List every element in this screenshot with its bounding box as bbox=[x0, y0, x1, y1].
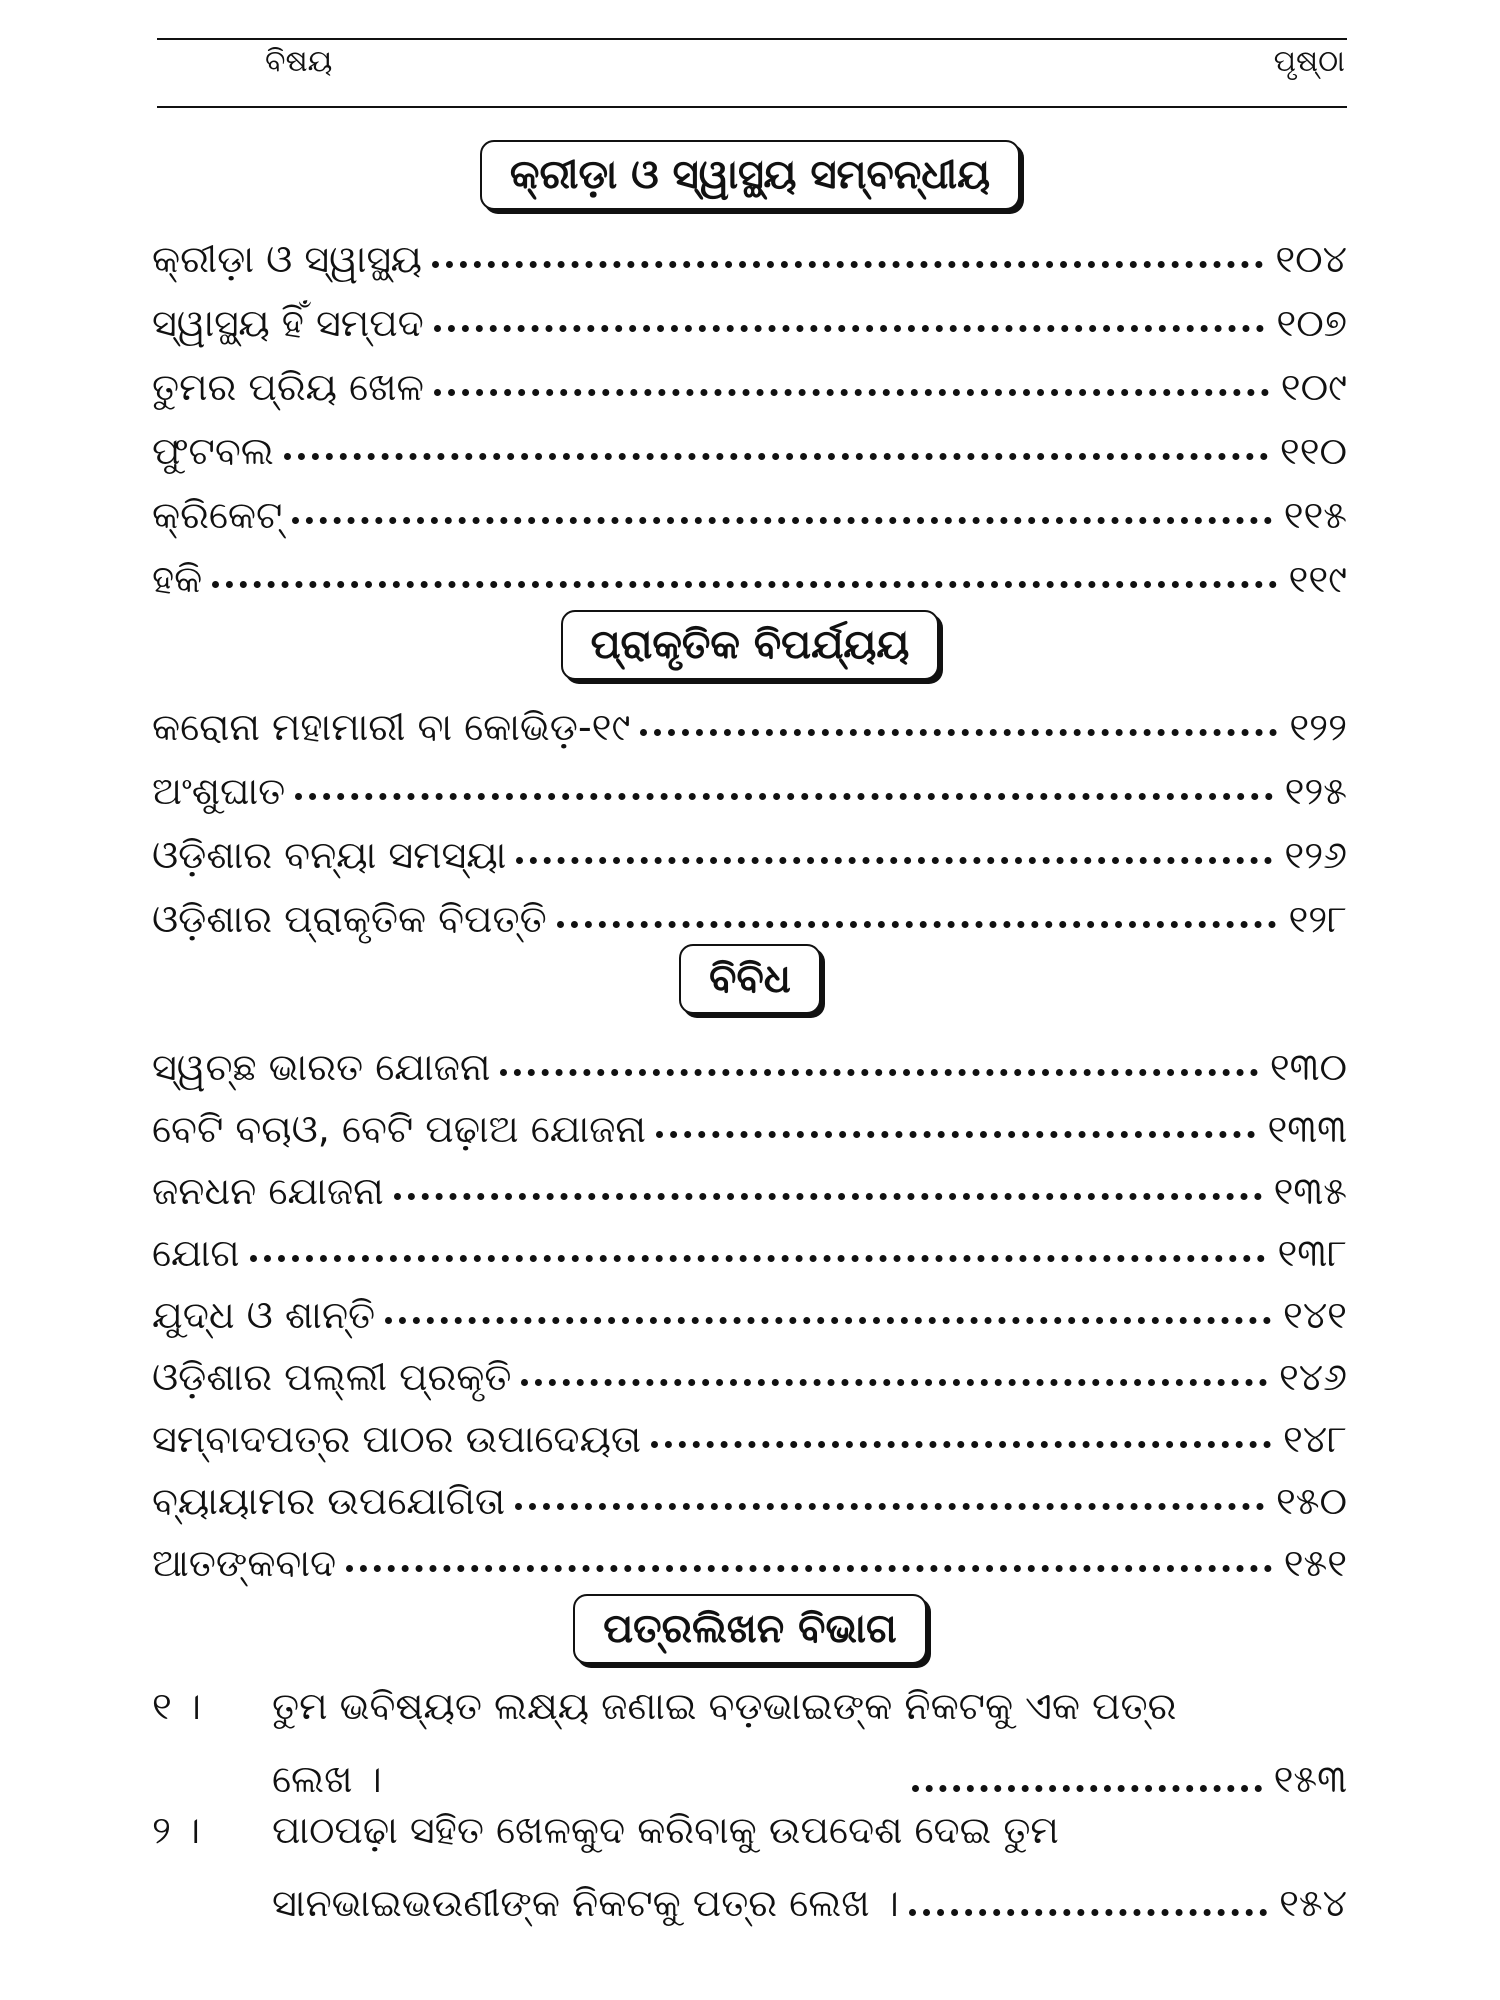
entry-page: ୧୫୪ bbox=[1279, 1881, 1347, 1925]
toc-entry[interactable] bbox=[152, 690, 1347, 749]
letter-text-line2: ଲେଖ । bbox=[272, 1757, 382, 1801]
entry-title: ସ୍ୱାସ୍ଥ୍ୟ ହିଁ ସମ୍ପଦ bbox=[152, 301, 424, 345]
toc-entry[interactable] bbox=[152, 478, 1347, 537]
entry-title: ଯୁଦ୍ଧ ଓ ଶାନ୍ତି bbox=[152, 1293, 376, 1337]
toc-entry[interactable] bbox=[152, 1340, 1347, 1399]
toc-header bbox=[157, 38, 1347, 98]
leader-dots bbox=[292, 517, 1271, 524]
section-heading-natural-disasters bbox=[0, 610, 1500, 680]
entry-page: ୧୩୫ bbox=[1273, 1169, 1347, 1213]
entry-page: ୧୧୦ bbox=[1279, 429, 1347, 473]
leader-dots bbox=[656, 1131, 1256, 1138]
leader-dots bbox=[212, 581, 1276, 588]
entry-page: ୧୫୧ bbox=[1283, 1541, 1347, 1585]
entry-page: ୧୫୩ bbox=[1273, 1757, 1347, 1801]
toc-entry[interactable] bbox=[152, 818, 1347, 877]
entry-title: ତୁମର ପ୍ରିୟ ଖେଳ bbox=[152, 365, 424, 409]
entry-page: ୧୨୨ bbox=[1289, 705, 1347, 749]
entry-title: ଅଂଶୁଘାତ bbox=[152, 769, 286, 813]
entry-page: ୧୪୮ bbox=[1283, 1417, 1347, 1461]
toc-entry[interactable] bbox=[152, 286, 1347, 345]
entry-page: ୧୨୫ bbox=[1284, 769, 1347, 813]
leader-dots bbox=[284, 453, 1268, 460]
entry-title: ହକି bbox=[152, 557, 203, 601]
letter-entry-1[interactable] bbox=[152, 1684, 1347, 1740]
header-topic-label: ବିଷୟ bbox=[265, 44, 333, 79]
entry-page: ୧୩୦ bbox=[1269, 1045, 1347, 1089]
entry-title: ଆତଙ୍କବାଦ bbox=[152, 1541, 337, 1585]
entry-title: ଯୋଗ bbox=[152, 1231, 240, 1275]
toc-entry[interactable] bbox=[152, 754, 1347, 813]
letter-text-line1: ପାଠପଢ଼ା ସହିତ ଖେଳକୁଦ କରିବାକୁ ଉପଦେଶ ଦେଇ ତୁମ bbox=[272, 1808, 1059, 1852]
leader-dots bbox=[346, 1565, 1272, 1572]
leader-dots bbox=[521, 1379, 1266, 1386]
entry-page: ୧୨୮ bbox=[1288, 897, 1347, 941]
section-title: ପତ୍ରଲିଖନ ବିଭାଗ bbox=[573, 1594, 927, 1664]
leader-dots bbox=[515, 1503, 1264, 1510]
entry-title: ସମ୍ବାଦପତ୍ର ପାଠର ଉପାଦେୟତା bbox=[152, 1417, 642, 1461]
leader-dots bbox=[385, 1317, 1271, 1324]
entry-page: ୧୧୯ bbox=[1288, 557, 1347, 601]
section-heading-sports-health bbox=[0, 140, 1500, 210]
entry-page: ୧୩୩ bbox=[1267, 1107, 1347, 1151]
entry-page: ୧୨୬ bbox=[1284, 833, 1347, 877]
entry-title: କ୍ରୀଡ଼ା ଓ ସ୍ୱାସ୍ଥ୍ୟ bbox=[152, 237, 423, 281]
toc-entry[interactable] bbox=[152, 414, 1347, 473]
toc-entry[interactable] bbox=[152, 1402, 1347, 1461]
entry-page: ୧୩୮ bbox=[1277, 1231, 1347, 1275]
toc-entry[interactable] bbox=[152, 1278, 1347, 1337]
section-heading-letter-writing bbox=[0, 1594, 1500, 1664]
entry-page: ୧୪୧ bbox=[1283, 1293, 1347, 1337]
leader-dots bbox=[516, 857, 1272, 864]
section-title: ପ୍ରାକୃତିକ ବିପର୍ଯ୍ୟୟ bbox=[561, 610, 940, 680]
leader-dots bbox=[557, 921, 1277, 928]
header-rule bbox=[157, 106, 1347, 108]
letter-row bbox=[272, 1746, 1347, 1802]
toc-entry[interactable] bbox=[152, 542, 1347, 601]
leader-dots bbox=[651, 1441, 1271, 1448]
entry-page: ୧୧୫ bbox=[1283, 493, 1347, 537]
entry-title: ବେଟି ବଚାଓ, ବେଟି ପଢ଼ାଅ ଯୋଜନା bbox=[152, 1107, 646, 1151]
entry-title: ଓଡ଼ିଶାର ପଲ୍ଲୀ ପ୍ରକୃତି bbox=[152, 1355, 512, 1399]
leader-dots bbox=[434, 325, 1265, 332]
leader-dots bbox=[432, 261, 1263, 268]
entry-page: ୧୪୬ bbox=[1278, 1355, 1347, 1399]
entry-page: ୧୫୦ bbox=[1275, 1479, 1347, 1523]
letter-entry-2-cont[interactable] bbox=[152, 1870, 1347, 1926]
entry-title: ଫୁଟବଲ bbox=[152, 429, 274, 473]
entry-title: ସ୍ୱଚ୍ଛ ଭାରତ ଯୋଜନା bbox=[152, 1045, 491, 1089]
toc-entry[interactable] bbox=[152, 1030, 1347, 1089]
entry-title: ଓଡ଼ିଶାର ପ୍ରାକୃତିକ ବିପତ୍ତି bbox=[152, 897, 547, 941]
letter-number: ୧ । bbox=[152, 1684, 201, 1728]
toc-entry[interactable] bbox=[152, 222, 1347, 281]
letter-entry-1-cont[interactable] bbox=[152, 1746, 1347, 1802]
letter-entry-2[interactable] bbox=[152, 1808, 1347, 1864]
header-page-label: ପୃଷ୍ଠା bbox=[1273, 44, 1345, 79]
entry-page: ୧୦୪ bbox=[1275, 237, 1347, 281]
toc-entry[interactable] bbox=[152, 1216, 1347, 1275]
section-title: କ୍ରୀଡ଼ା ଓ ସ୍ୱାସ୍ଥ୍ୟ ସମ୍ବନ୍ଧୀୟ bbox=[480, 140, 1020, 210]
letter-text-line1: ତୁମ ଭବିଷ୍ୟତ ଲକ୍ଷ୍ୟ ଜଣାଇ ବଡ଼ଭାଇଙ୍କ ନିକଟକୁ ଏକ ପତ୍ର bbox=[272, 1684, 1177, 1728]
toc-entry[interactable] bbox=[152, 1464, 1347, 1523]
letter-text-line2: ସାନଭାଇଭଉଣୀଙ୍କ ନିକଟକୁ ପତ୍ର ଲେଖ । bbox=[272, 1881, 899, 1925]
entry-title: ବ୍ୟାୟାମର ଉପଯୋଗିତା bbox=[152, 1479, 506, 1523]
entry-page: ୧୦୯ bbox=[1280, 365, 1347, 409]
toc-entry[interactable] bbox=[152, 1526, 1347, 1585]
leader-dots bbox=[295, 793, 1272, 800]
section-title: ବିବିଧ bbox=[679, 944, 821, 1014]
entry-title: ଓଡ଼ିଶାର ବନ୍ୟା ସମସ୍ୟା bbox=[152, 833, 507, 877]
letter-number: ୨ । bbox=[152, 1808, 201, 1852]
entry-title: କ୍ରିକେଟ୍ bbox=[152, 493, 283, 537]
toc-entry[interactable] bbox=[152, 1092, 1347, 1151]
toc-entry[interactable] bbox=[152, 1154, 1347, 1213]
leader-dots bbox=[909, 1909, 1267, 1916]
entry-title: ଜନଧନ ଯୋଜନା bbox=[152, 1169, 384, 1213]
letter-row bbox=[272, 1870, 1347, 1926]
leader-dots bbox=[394, 1193, 1262, 1200]
section-heading-miscellaneous bbox=[0, 944, 1500, 1014]
leader-dots bbox=[434, 389, 1269, 396]
entry-page: ୧୦୭ bbox=[1276, 301, 1347, 345]
toc-entry[interactable] bbox=[152, 350, 1347, 409]
leader-dots bbox=[500, 1069, 1257, 1076]
leader-dots bbox=[640, 729, 1277, 736]
leader-dots bbox=[250, 1255, 1266, 1262]
entry-title: କରୋନା ମହାମାରୀ ବା କୋଭିଡ଼-୧୯ bbox=[152, 705, 631, 749]
leader-dots bbox=[912, 1785, 1262, 1792]
toc-entry[interactable] bbox=[152, 882, 1347, 941]
